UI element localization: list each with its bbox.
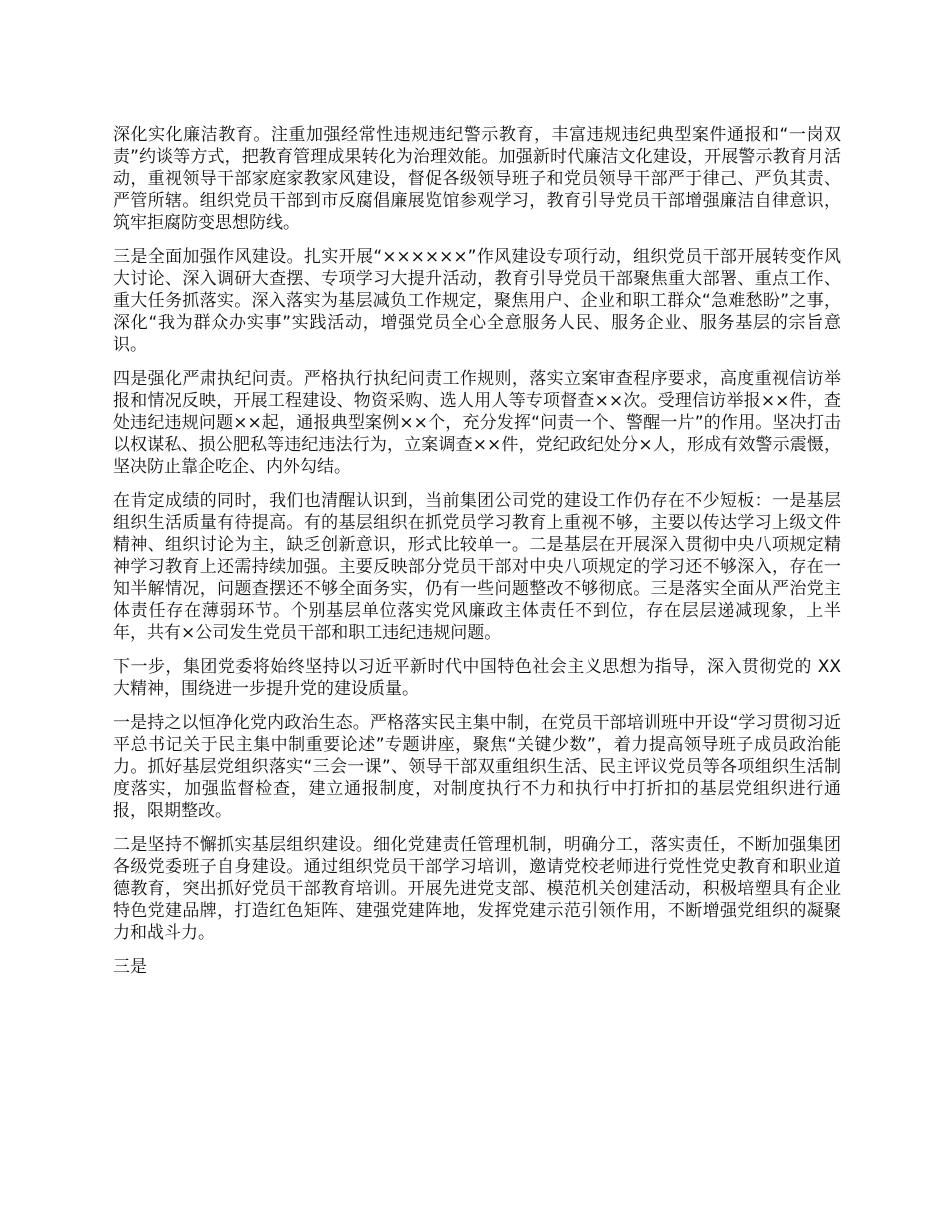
paragraph-integrity-education: 深化实化廉洁教育。注重加强经常性违规违纪警示教育，丰富违规违纪典型案件通报和“一岗双责”约谈等方式，把教育管理成果转化为治理效能。加强新时代廉洁文化建设，开展警示教育月活动，重视领导干部家庭家教家风建设，督促各级领导班子和党员领导干部严于律己、严负其责、严管所辖。组织党员干部到市反腐倡廉展览馆参观学习，教育引导党员干部增强廉洁自律意识，筑牢拒腐防变思想防线。 <box>113 125 841 233</box>
paragraph-shortcomings: 在肯定成绩的同时，我们也清醒认识到，当前集团公司党的建设工作仍存在不少短板：一是基层组织生活质量有待提高。有的基层组织在抓党员学习教育上重视不够，主要以传达学习上级文件精神、组织讨论为主，缺乏创新意识，形式比较单一。二是基层在开展深入贯彻中央八项规定精神学习教育上还需持续加强。主要反映部分党员干部对中央八项规定的学习还不够深入，存在一知半解情况，问题查摆还不够全面务实，仍有一些问题整改不够彻底。三是落实全面从严治党主体责任存在薄弱环节。个别基层单位落实党风廉政主体责任不到位，存在层层递减现象，上半年，共有×公司发生党员干部和职工违纪违规问题。 <box>113 491 841 643</box>
paragraph-third-point: 三是 <box>113 957 147 977</box>
document-body <box>113 124 841 990</box>
paragraph-political-ecology: 一是持之以恒净化党内政治生态。严格落实民主集中制，在党员干部培训班中开设“学习贯彻习近平总书记关于民主集中制重要论述”专题讲座，聚焦“关键少数”，着力提高领导班子成员政治能力。抓好基层党组织落实“三会一课”、领导干部双重组织生活、民主评议党员等各项组织生活制度落实，加强监督检查，建立通报制度，对制度执行不力和执行中打折扣的基层党组织进行通报，限期整改。 <box>113 713 841 821</box>
paragraph-grassroots-organization: 二是坚持不懈抓实基层组织建设。细化党建责任管理机制，明确分工，落实责任，不断加强集团各级党委班子自身建设。通过组织党员干部学习培训，邀请党校老师进行党性党史教育和职业道德教育，突出抓好党员干部教育培训。开展先进党支部、模范机关创建活动，积极培塑具有企业特色党建品牌，打造红色矩阵、建强党建阵地，发挥党建示范引领作用，不断增强党组织的凝聚力和战斗力。 <box>113 835 841 943</box>
paragraph-work-style: 三是全面加强作风建设。扎实开展“××××××”作风建设专项行动，组织党员干部开展转变作风大讨论、深入调研大查摆、专项学习大提升活动，教育引导党员干部聚焦重大部署、重点工作、重大任务抓落实。深入落实为基层减负工作规定，聚焦用户、企业和职工群众“急难愁盼”之事，深化“我为群众办实事”实践活动，增强党员全心全意服务人民、服务企业、服务基层的宗旨意识。 <box>113 247 841 355</box>
paragraph-next-steps: 下一步，集团党委将始终坚持以习近平新时代中国特色社会主义思想为指导，深入贯彻党的 XX 大精神，围绕进一步提升党的建设质量。 <box>113 657 841 699</box>
paragraph-discipline-accountability: 四是强化严肃执纪问责。严格执行执纪问责工作规则，落实立案审查程序要求，高度重视信访举报和情况反映，开展工程建设、物资采购、选人用人等专项督查××次。受理信访举报××件，查处违纪违规问题××起，通报典型案例××个，充分发挥“问责一个、警醒一片”的作用。坚决打击以权谋私、损公肥私等违纪违法行为，立案调查××件，党纪政纪处分×人，形成有效警示震慑，坚决防止靠企吃企、内外勾结。 <box>113 369 841 477</box>
